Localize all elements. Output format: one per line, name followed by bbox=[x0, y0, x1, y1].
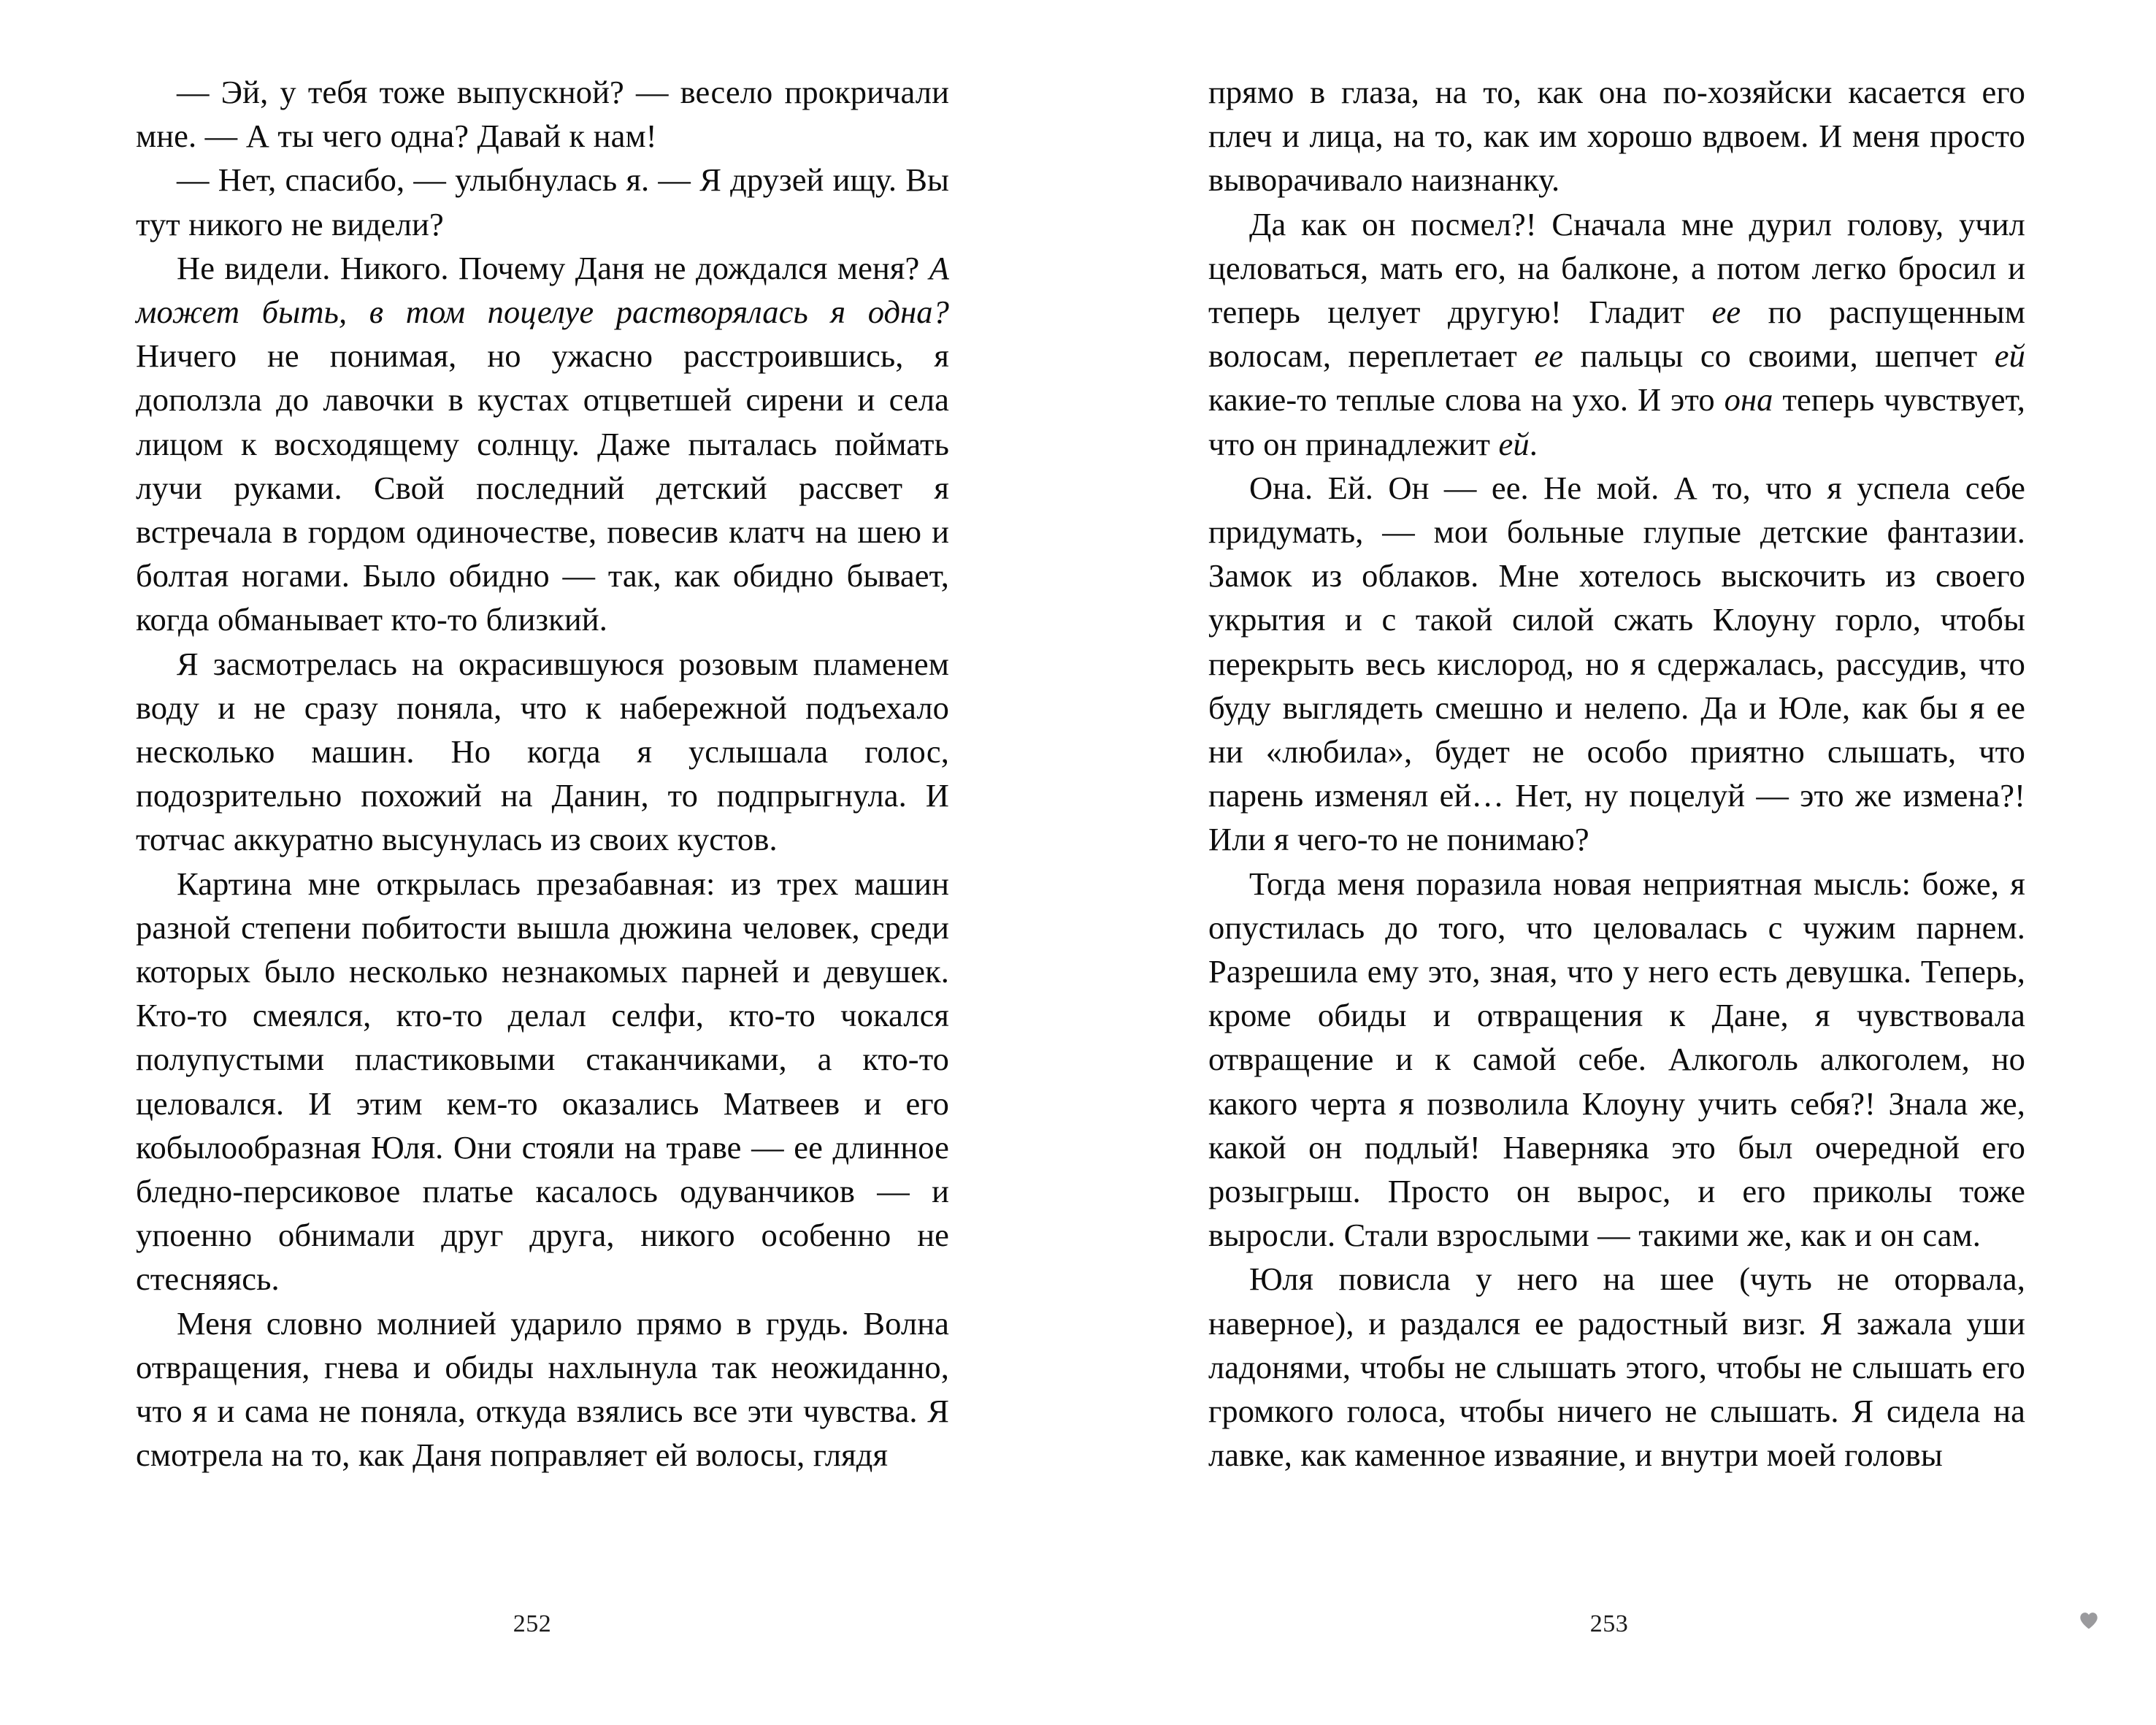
text-run: — Нет, спасибо, — улыбнулась я. — Я друзей ищу. Вы тут никого не видели? bbox=[136, 161, 949, 242]
page-number-left: 252 bbox=[513, 1610, 552, 1637]
page-right bbox=[1078, 0, 2155, 1725]
text-run: по распущенным волосам, переплетает bbox=[1208, 294, 2025, 375]
text-run: — Эй, у тебя тоже выпускной? — весело прокричали мне. — А ты чего одна? Давай к нам! bbox=[136, 74, 949, 155]
paragraph bbox=[1208, 862, 2025, 1258]
text-run: Меня словно молнией ударило прямо в грудь. Волна отвращения, гнева и обиды нахлынула так неожиданно, что я и сама не поняла, откуда взялись все эти чувства. Я смотрела на то, как Даня поправляет ей волосы, глядя bbox=[136, 1304, 949, 1474]
text-run: Она. Ей. Он — ее. Не мой. А то, что я успела себе придумать, — мои больные глупые детские фантазии. Замок из облаков. Мне хотелось выскочить из своего укрытия и с такой силой сжать Клоуну горло, чтобы перекрыть весь кислород, но я сдержалась, рассудив, что буду выглядеть смешно и нелепо. Да и Юле, как бы я ее ни «любила», будет не особо приятно слышать, что парень изменял ей… Нет, ну поцелуй — это же измена?! Или я чего-то не понимаю? bbox=[1208, 469, 2025, 858]
paragraph bbox=[136, 1301, 949, 1477]
text-run: Тогда меня поразила новая неприятная мысль: боже, я опустилась до того, что целовалась с чужим парнем. Разрешила ему это, зная, что у него есть девушка. Теперь, кроме обиды и отвращения к Дане, я чувствовала отвращение и к самой себе. Алкоголь алкоголем, но какого черта я позволила Клоуну учить себя?! Знала же, какой он подлый! Наверняка это был очередной его розыгрыш. Просто он вырос, и его приколы тоже выросли. Стали взрослыми — такими же, как и он сам. bbox=[1208, 865, 2025, 1254]
paragraph bbox=[136, 862, 949, 1301]
text-run: Картина мне открылась презабавная: из трех машин разной степени побитости вышла дюжина человек, среди которых было несколько незнакомых парней и девушек. Кто-то смеялся, кто-то делал селфи, кто-то чокался полупустыми пластиковыми стаканчиками, а кто-то целовался. И этим кем-то оказались Матвеев и его кобылообразная Юля. Они стояли на траве — ее длинное бледно-персиковое платье касалось одуванчиков — и упоенно обнимали друг друга, никого особенно не стесняясь. bbox=[136, 865, 949, 1298]
paragraph bbox=[136, 246, 949, 642]
text-run: какие-то теплые слова на ухо. И это bbox=[1208, 381, 1725, 418]
emphasis-run: ей bbox=[1498, 425, 1530, 462]
paragraph bbox=[136, 158, 949, 245]
text-run: Я засмотрелась на окрасившуюся розовым пламенем воду и не сразу поняла, что к набережной подъехало несколько машин. Но когда я услышала голос, подозрительно похожий на Данин, то подпрыгнула. И тотчас аккуратно высунулась из своих кустов. bbox=[136, 645, 949, 858]
text-run: теперь чувствует, что он принадлежит bbox=[1208, 381, 2025, 462]
paragraph bbox=[1208, 202, 2025, 466]
emphasis-run: ей bbox=[1994, 337, 2025, 375]
text-run: . bbox=[1529, 425, 1538, 462]
paragraph bbox=[1208, 466, 2025, 862]
text-run: Да как он посмел?! Сначала мне дурил голову, учил целоваться, мать его, на балконе, а потом легко бросил и теперь целует другую! Гладит bbox=[1208, 205, 2025, 331]
paragraph bbox=[1208, 70, 2025, 202]
emphasis-run: ее bbox=[1534, 337, 1564, 375]
emphasis-run: ее bbox=[1711, 294, 1741, 331]
paragraph bbox=[136, 642, 949, 862]
paragraph bbox=[1208, 1257, 2025, 1477]
paragraph bbox=[136, 70, 949, 158]
text-run: Юля повисла у него на шее (чуть не оторвала, наверное), и раздался ее радостный визг. Я зажала уши ладонями, чтобы не слышать этого, чтобы не слышать его громкого голоса, чтобы ничего не слышать. Я сидела на лавке, как каменное изваяние, и внутри моей головы bbox=[1208, 1261, 2025, 1474]
text-run: пальцы со своими, шепчет bbox=[1563, 337, 1995, 375]
page-number-right: 253 bbox=[1589, 1610, 1629, 1637]
heart-icon bbox=[2079, 1612, 2098, 1629]
right-column-text bbox=[1208, 70, 2025, 1477]
emphasis-run: А может быть, в том поцелуе растворялась я одна? bbox=[136, 249, 949, 331]
text-run: Ничего не понимая, но ужасно расстроившись, я доползла до лавочки в кустах отцветшей сирени и села лицом к восходящему солнцу. Даже пыталась поймать лучи руками. Свой последний детский рассвет я встречала в гордом одиночестве, повесив клатч на шею и болтая ногами. Было обидно — так, как обидно бывает, когда обманывает кто-то близкий. bbox=[136, 337, 949, 638]
text-run: прямо в глаза, на то, как она по-хозяйски касается его плеч и лица, на то, как им хорошо вдвоем. И меня просто выворачивало наизнанку. bbox=[1208, 74, 2025, 199]
emphasis-run: она bbox=[1724, 381, 1773, 418]
text-run: Не видели. Никого. Почему Даня не дождался меня? bbox=[177, 249, 929, 286]
left-column-text bbox=[136, 70, 949, 1477]
